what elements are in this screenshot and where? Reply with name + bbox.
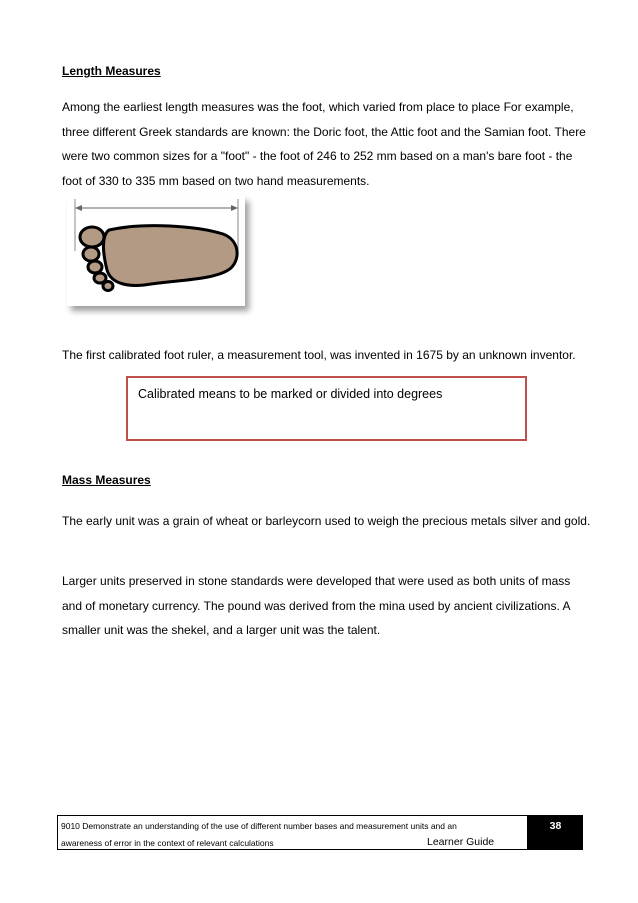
footer-unit-standard-line-1: 9010 Demonstrate an understanding of the use of different number bases and measurement units and an: [61, 821, 457, 831]
foot-length-icon: [67, 196, 245, 306]
footer-unit-standard-line-2: awareness of error in the context of relevant calculations: [61, 838, 274, 848]
mass-paragraph-1: The early unit was a grain of wheat or barleycorn used to weigh the precious metals silver and gold.: [62, 514, 591, 528]
mass-measures-heading: Mass Measures: [62, 473, 151, 487]
footer-learner-guide: Learner Guide: [427, 836, 495, 848]
page-footer: [57, 815, 528, 850]
length-paragraph-2: The first calibrated foot ruler, a measurement tool, was invented in 1675 by an unknown inventor.: [62, 348, 576, 362]
page-number: 38: [528, 815, 583, 850]
definition-callout: [126, 376, 527, 441]
length-measures-heading: Length Measures: [62, 64, 161, 78]
mass-paragraph-2: Larger units preserved in stone standards were developed that were used as both units of mass and of monetary currency. The pound was derived from the mina used by ancient civilizations. A smaller unit was the shekel, and a larger unit was the talent.: [62, 574, 571, 637]
callout-text: Calibrated means to be marked or divided into degrees: [138, 387, 443, 401]
length-paragraph-1: Among the earliest length measures was the foot, which varied from place to place For example, three different Greek standards are known: the Doric foot, the Attic foot and the Samian foot. There were two common sizes for a "foot" - the foot of 246 to 252 mm based on a man's bare foot - the foot of 330 to 335 mm based on two hand measurements.: [62, 100, 586, 188]
foot-illustration: [67, 196, 245, 306]
